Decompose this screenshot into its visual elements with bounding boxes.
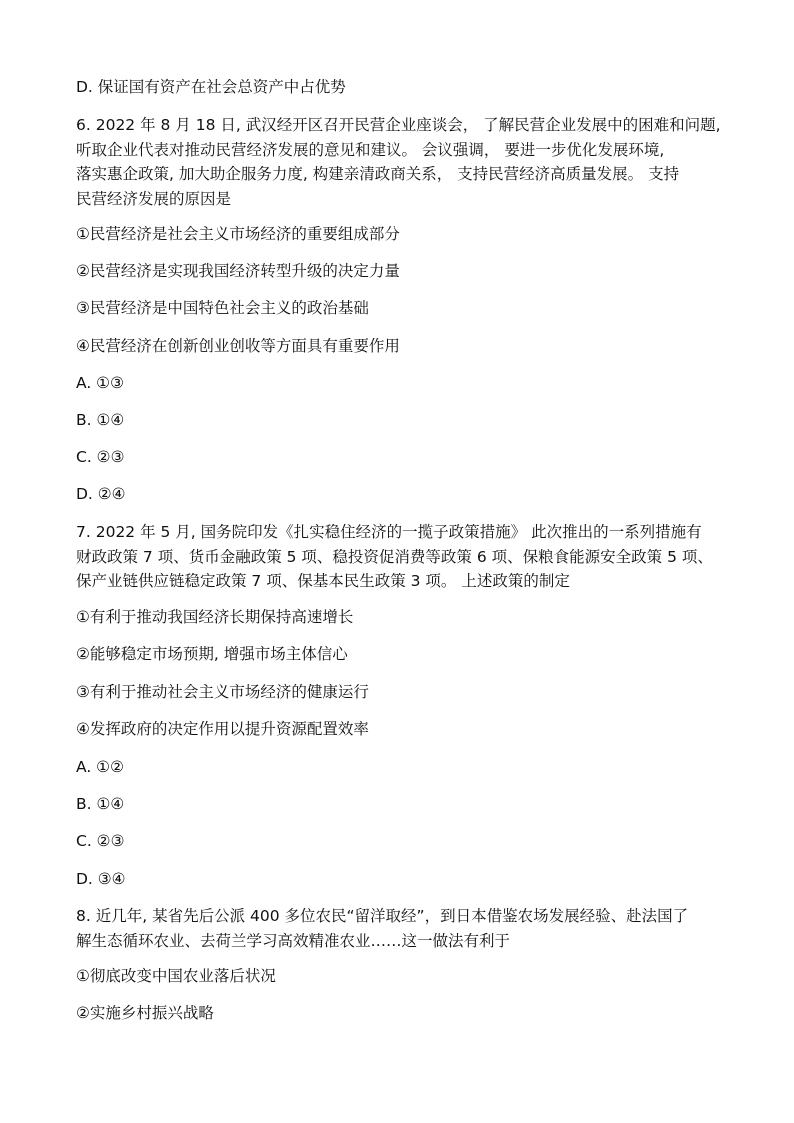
q7-stem-line: 7. 2022 年 5 月, 国务院印发《扎实稳住经济的一揽子政策措施》 此次推出的一系列措施有 [76, 523, 702, 541]
q7-stem-line: 财政政策 7 项、货币金融政策 5 项、稳投资促消费等政策 6 项、保粮食能源安全政策 5 项、 [76, 547, 713, 566]
q7-statement-4: ④发挥政府的决定作用以提升资源配置效率 [76, 720, 369, 738]
q6-stem-line: 听取企业代表对推动民营经济发展的意见和建议。 会议强调， 要进一步优化发展环境, [76, 140, 665, 159]
q6-stem-line: 民营经济发展的原因是 [76, 189, 232, 208]
q8-stem [76, 904, 724, 953]
q6-stem [76, 113, 724, 211]
q7-stem-line: 保产业链供应链稳定政策 7 项、保基本民生政策 3 项。 上述政策的制定 [76, 572, 570, 590]
q6-option-c: C. ②③ [76, 448, 125, 466]
q7-option-c: C. ②③ [76, 832, 125, 850]
q6-option-b: B. ①④ [76, 411, 125, 429]
q8-statement-2: ②实施乡村振兴战略 [76, 1004, 214, 1022]
q8-stem-line: 解生态循环农业、去荷兰学习高效精准农业……这一做法有利于 [76, 931, 511, 950]
q7-statement-2: ②能够稳定市场预期, 增强市场主体信心 [76, 645, 348, 663]
q6-option-d: D. ②④ [76, 485, 126, 503]
q5-option-d: D. 保证国有资产在社会总资产中占优势 [76, 78, 346, 96]
q7-option-b: B. ①④ [76, 795, 125, 813]
q7-option-a: A. ①② [76, 758, 124, 776]
q6-statement-4: ④民营经济在创新创业创收等方面具有重要作用 [76, 337, 400, 355]
q8-statement-1: ①彻底改变中国农业落后状况 [76, 967, 276, 985]
q6-statement-3: ③民营经济是中国特色社会主义的政治基础 [76, 299, 369, 317]
q7-statement-1: ①有利于推动我国经济长期保持高速增长 [76, 608, 354, 626]
q6-statement-2: ②民营经济是实现我国经济转型升级的决定力量 [76, 262, 400, 280]
q7-stem [76, 520, 724, 594]
q8-stem-line: 8. 近几年, 某省先后公派 400 多位农民“留洋取经”，到日本借鉴农场发展经验、赴法国了 [76, 907, 689, 925]
q7-statement-3: ③有利于推动社会主义市场经济的健康运行 [76, 683, 369, 701]
q7-option-d: D. ③④ [76, 870, 126, 888]
q6-option-a: A. ①③ [76, 374, 124, 392]
q6-stem-line: 落实惠企政策, 加大助企服务力度, 构建亲清政商关系， 支持民营经济高质量发展。 支持 [76, 165, 680, 183]
q6-statement-1: ①民营经济是社会主义市场经济的重要组成部分 [76, 225, 400, 243]
q6-stem-line: 6. 2022 年 8 月 18 日, 武汉经开区召开民营企业座谈会， 了解民营企业发展中的困难和问题, [76, 116, 721, 134]
